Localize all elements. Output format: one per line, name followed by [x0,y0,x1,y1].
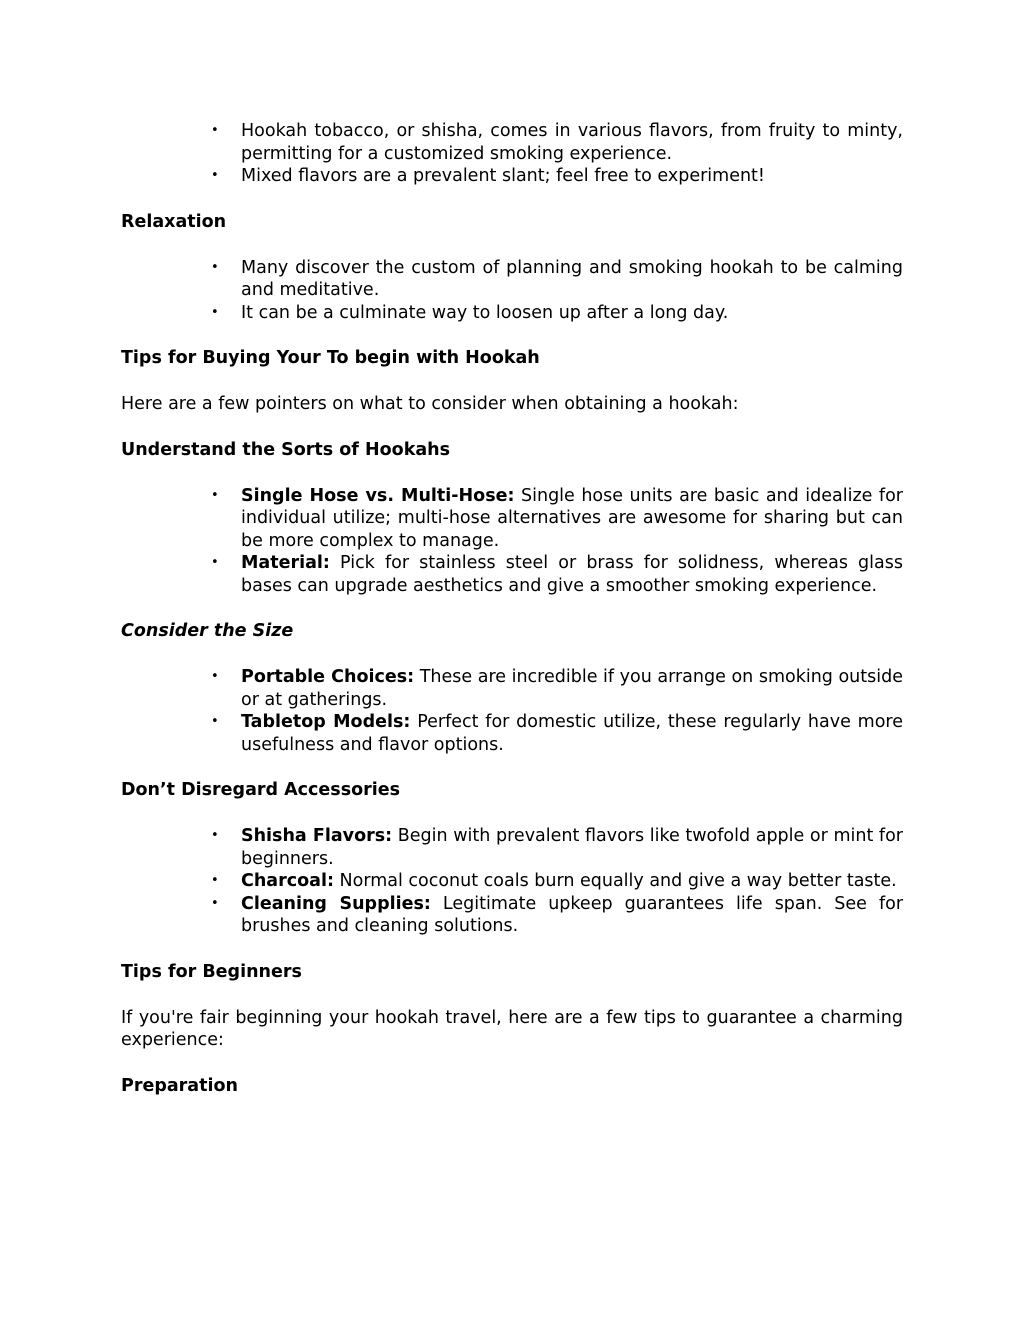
bullet-icon: • [211,895,219,911]
accessories-list [121,825,903,938]
list-item [211,165,903,188]
flavors-list [121,120,903,188]
section-heading-beginners: Tips for Beginners [121,961,302,982]
section-heading-preparation: Preparation [121,1075,238,1096]
bullet-icon: • [211,555,219,570]
list-item-text: Perfect for domestic utilize, these regularly have more usefulness and flavor options. [241,712,903,755]
list-item-lead: Tabletop Models: [241,712,411,732]
list-item [211,870,903,893]
list-item [211,666,903,711]
list-item [211,552,903,597]
list-item [211,711,903,756]
list-item-text: Pick for stainless steel or brass for solidness, whereas glass bases can upgrade aesthetics and give a smoother smoking experience. [241,553,903,596]
bullet-icon: • [211,669,219,684]
list-item-text: Legitimate upkeep guarantees life span. See for brushes and cleaning solutions. [241,893,904,936]
list-item [211,257,903,302]
section-heading-tips-buying: Tips for Buying Your To begin with Hookah [121,348,540,368]
section-heading-relaxation: Relaxation [121,211,227,232]
beginners-intro: If you're fair beginning your hookah travel, here are a few tips to guarantee a charming experience: [121,1007,903,1050]
bullet-icon: • [211,714,219,729]
size-list [121,666,903,756]
relaxation-list [121,257,903,325]
list-item [211,302,903,325]
bullet-icon: • [211,828,219,843]
list-item-lead: Single Hose vs. Multi-Hose: [241,485,515,506]
list-item [211,893,904,938]
section-heading-size: Consider the Size [121,621,294,641]
list-item-text: Many discover the custom of planning and smoking hookah to be calming and meditative. [241,257,903,300]
list-item-lead: Charcoal: [241,871,334,891]
list-item-lead: Material: [241,553,330,573]
list-item-lead: Portable Choices: [241,667,415,687]
list-item-lead: Cleaning Supplies: [241,893,431,914]
tips-buying-intro: Here are a few pointers on what to consider when obtaining a hookah: [121,394,739,414]
list-item [211,120,903,165]
section-heading-accessories: Don’t Disregard Accessories [121,780,401,800]
bullet-icon: • [211,304,219,320]
bullet-icon: • [211,168,219,183]
document-page [121,120,903,1121]
bullet-icon: • [211,259,219,275]
section-heading-types: Understand the Sorts of Hookahs [121,439,451,460]
bullet-icon: • [211,873,219,888]
list-item [211,485,903,553]
list-item-text: Normal coconut coals burn equally and give a way better taste. [333,871,897,891]
list-item-text: It can be a culminate way to loosen up after a long day. [241,302,729,323]
list-item-text: Hookah tobacco, or shisha, comes in various flavors, from fruity to minty, permitting for a customized smoking experience. [241,121,903,164]
types-list [121,485,903,598]
list-item-text: Single hose units are basic and idealize for individual utilize; multi-hose alternatives are awesome for sharing but can be more complex to manage. [241,485,903,551]
list-item [211,825,903,870]
list-item-text: Mixed flavors are a prevalent slant; feel free to experiment! [241,166,765,186]
list-item-lead: Shisha Flavors: [241,826,393,846]
bullet-icon: • [211,487,219,503]
bullet-icon: • [211,123,219,138]
list-item-text: These are incredible if you arrange on smoking outside or at gatherings. [241,667,903,710]
list-item-text: Begin with prevalent flavors like twofold apple or mint for beginners. [241,826,903,869]
